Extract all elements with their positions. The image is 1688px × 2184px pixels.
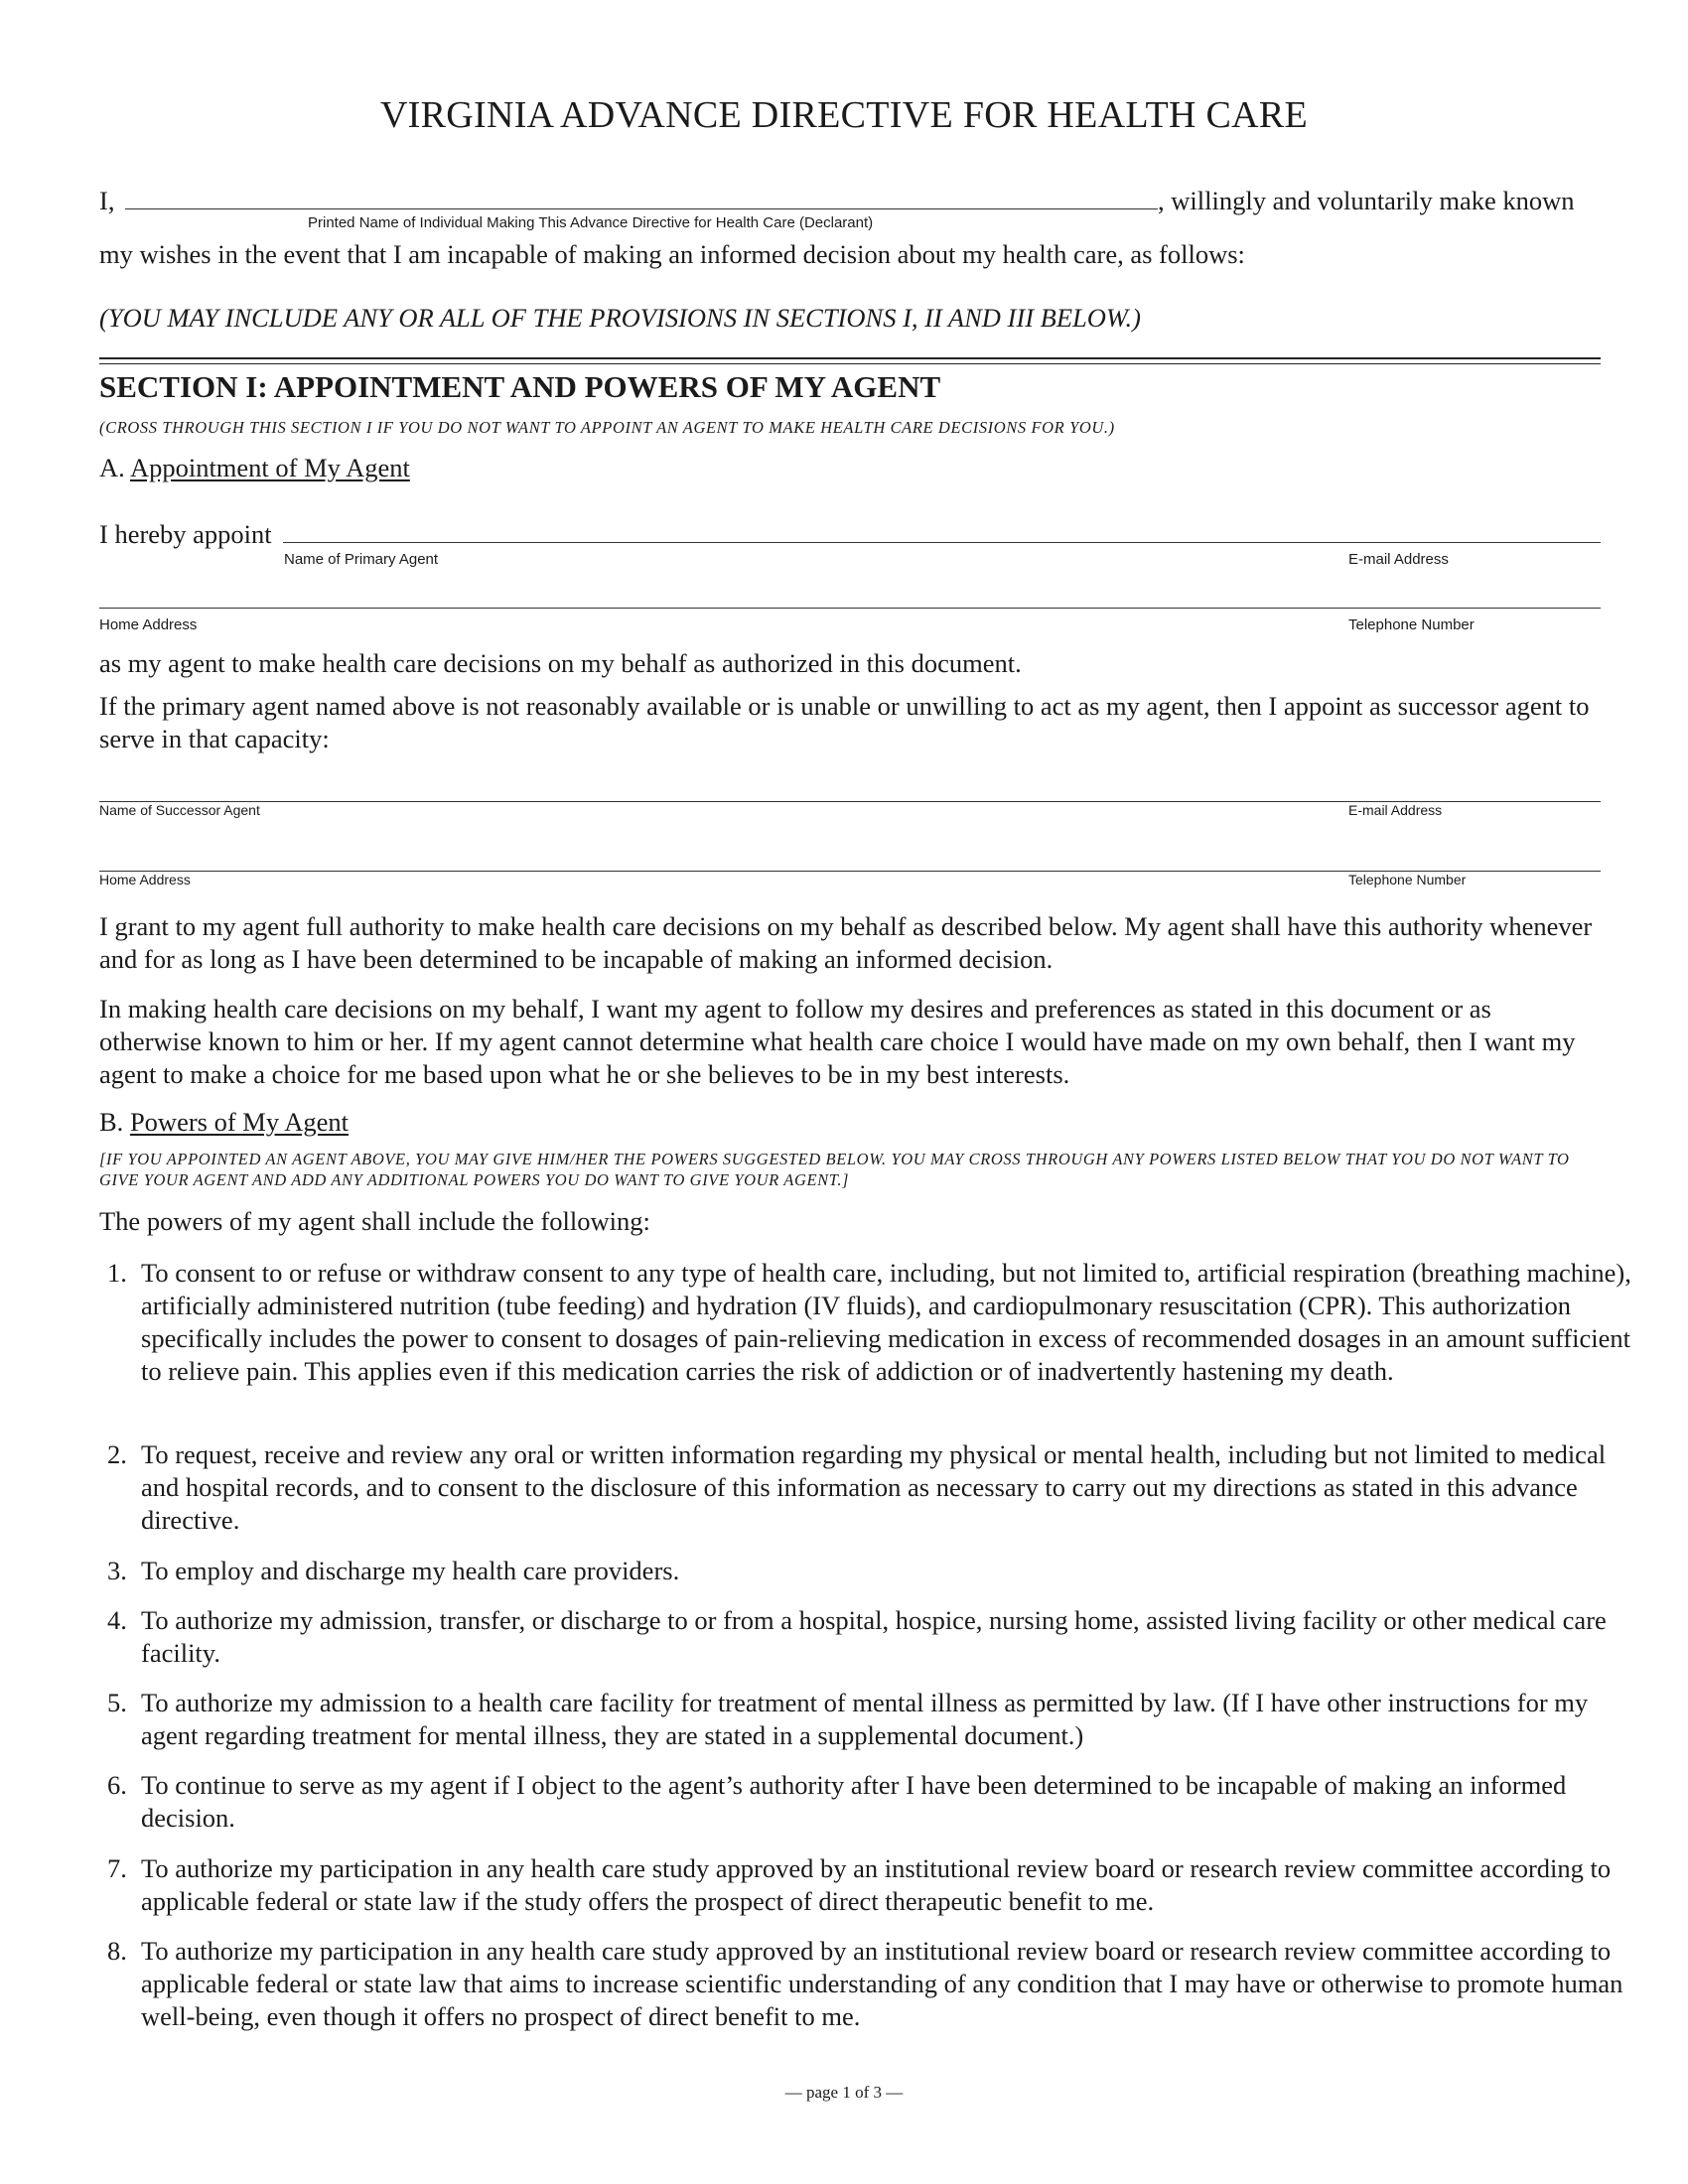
power-item-7 [99, 1852, 1640, 1918]
successor-agent-phone-label: Telephone Number [1348, 872, 1467, 887]
grant-authority-text: I grant to my agent full authority to make health care decisions on my behalf as described below. My agent shall have this authority whenever and for as long as I have been determined to be incapable of making an informed decision. [99, 911, 1593, 974]
power-text: To consent to or refuse or withdraw consent to any type of health care, including, but not limited to, artificial respiration (breathing machine), artificially administered nutrition (tube feeding) and hydration (IV fluids), and cardiopulmonary resuscitation (CPR). This authorization specifically includes the power to consent to dosages of pain-relieving medication in excess of recommended dosages in an amount sufficient to relieve pain. This applies even if this medication carries the risk of addiction or of inadvertently hastening my death. [141, 1258, 1631, 1386]
successor-agent-home-label: Home Address [99, 872, 191, 887]
power-item-3 [99, 1555, 1640, 1587]
power-text: To employ and discharge my health care providers. [141, 1556, 680, 1585]
as-agent-text: as my agent to make health care decisions on my behalf as authorized in this document. [99, 648, 1022, 678]
power-text: To request, receive and review any oral or written information regarding my physical or mental health, including but not limited to medical and hospital records, and to consent to the disclosure of this information as necessary to carry out my directions as stated in this advance directive. [141, 1439, 1607, 1535]
subsection-a-prefix: A. [99, 453, 125, 482]
power-text: To authorize my admission to a health care facility for treatment of mental illness as permitted by law. (If I have other instructions for my agent regarding treatment for mental illness, they are stated in a supplemental document.) [141, 1688, 1589, 1750]
appoint-text: I hereby appoint [99, 519, 272, 549]
document-title: VIRGINIA ADVANCE DIRECTIVE FOR HEALTH CARE [379, 94, 1309, 136]
intro-line-2: my wishes in the event that I am incapable of making an informed decision about my health care, as follows: [99, 239, 1245, 269]
power-number: 6. [107, 1770, 127, 1800]
primary-agent-name-email-field[interactable] [283, 542, 1601, 543]
power-text: To authorize my admission, transfer, or discharge to or from a hospital, hospice, nursing home, assisted living facility or other medical care facility. [141, 1605, 1607, 1668]
page-number: — page 1 of 3 — [784, 2083, 904, 2102]
intro-suffix: , willingly and voluntarily make known [1158, 186, 1575, 215]
successor-text: If the primary agent named above is not reasonably available or is unable or unwilling to act as my agent, then I appoint as successor agent to serve in that capacity: [99, 691, 1590, 753]
subsection-b-note: [IF YOU APPOINTED AN AGENT ABOVE, YOU MAY GIVE HIM/HER THE POWERS SUGGESTED BELOW. YOU MAY CROSS THROUGH ANY POWERS LISTED BELOW THAT YOU DO NOT WANT TO GIVE YOUR AGENT AND ADD ANY ADDITIONAL POWERS YOU DO WANT TO GIVE YOUR AGENT.] [99, 1150, 1570, 1189]
primary-agent-address-phone-field[interactable] [99, 608, 1601, 609]
primary-agent-home-label: Home Address [99, 616, 198, 633]
power-text: To authorize my participation in any health care study approved by an institutional review board or research review committee according to applicable federal or state law that aims to increase scientific understanding of any condition that I may have or otherwise to promote human well-being, even though it offers no prospect of direct benefit to me. [141, 1936, 1623, 2031]
subsection-a-title: Appointment of My Agent [129, 453, 410, 482]
power-number: 2. [107, 1439, 127, 1469]
power-number: 3. [107, 1556, 127, 1585]
power-item-4 [99, 1604, 1640, 1670]
power-number: 7. [107, 1853, 127, 1883]
subsection-b-title: Powers of My Agent [129, 1107, 350, 1137]
primary-agent-email-label: E-mail Address [1348, 551, 1449, 568]
power-number: 4. [107, 1605, 127, 1635]
agent-desires-text: In making health care decisions on my behalf, I want my agent to follow my desires and preferences as stated in this document or as otherwise known to him or her. If my agent cannot determine what health care choice I would have made on my own behalf, then I want my agent to make a choice for me based upon what he or she believes to be in my best interests. [99, 994, 1576, 1089]
power-item-5 [99, 1687, 1640, 1752]
successor-agent-name-label: Name of Successor Agent [99, 802, 260, 818]
declarant-name-field[interactable] [125, 208, 1158, 209]
section-1-note: (CROSS THROUGH THIS SECTION I IF YOU DO NOT WANT TO APPOINT AN AGENT TO MAKE HEALTH CARE DECISIONS FOR YOU.) [99, 418, 1115, 437]
declarant-name-label: Printed Name of Individual Making This Advance Directive for Health Care (Declarant) [308, 214, 874, 231]
subsection-b-heading [99, 1107, 349, 1138]
subsection-a-heading [99, 453, 410, 483]
section-divider-bottom [99, 363, 1601, 364]
power-text: To continue to serve as my agent if I object to the agent’s authority after I have been determined to be incapable of making an informed decision. [141, 1770, 1567, 1833]
power-text: To authorize my participation in any health care study approved by an institutional review board or research review committee according to applicable federal or state law if the study offers the prospect of direct therapeutic benefit to me. [141, 1853, 1612, 1916]
subsection-b-prefix: B. [99, 1107, 124, 1137]
power-number: 1. [107, 1258, 127, 1288]
primary-agent-phone-label: Telephone Number [1348, 616, 1475, 633]
primary-agent-name-label: Name of Primary Agent [284, 551, 439, 568]
intro-instruction: (YOU MAY INCLUDE ANY OR ALL OF THE PROVISIONS IN SECTIONS I, II AND III BELOW.) [99, 303, 1142, 333]
powers-intro: The powers of my agent shall include the following: [99, 1206, 650, 1236]
intro-prefix: I, [99, 186, 115, 215]
section-divider-top [99, 357, 1601, 359]
power-number: 8. [107, 1936, 127, 1966]
power-item-2 [99, 1438, 1640, 1537]
power-item-1 [99, 1257, 1640, 1388]
section-1-heading: SECTION I: APPOINTMENT AND POWERS OF MY AGENT [99, 369, 941, 404]
successor-agent-email-label: E-mail Address [1348, 802, 1443, 818]
power-item-8 [99, 1935, 1640, 2033]
power-number: 5. [107, 1688, 127, 1717]
power-item-6 [99, 1769, 1640, 1835]
